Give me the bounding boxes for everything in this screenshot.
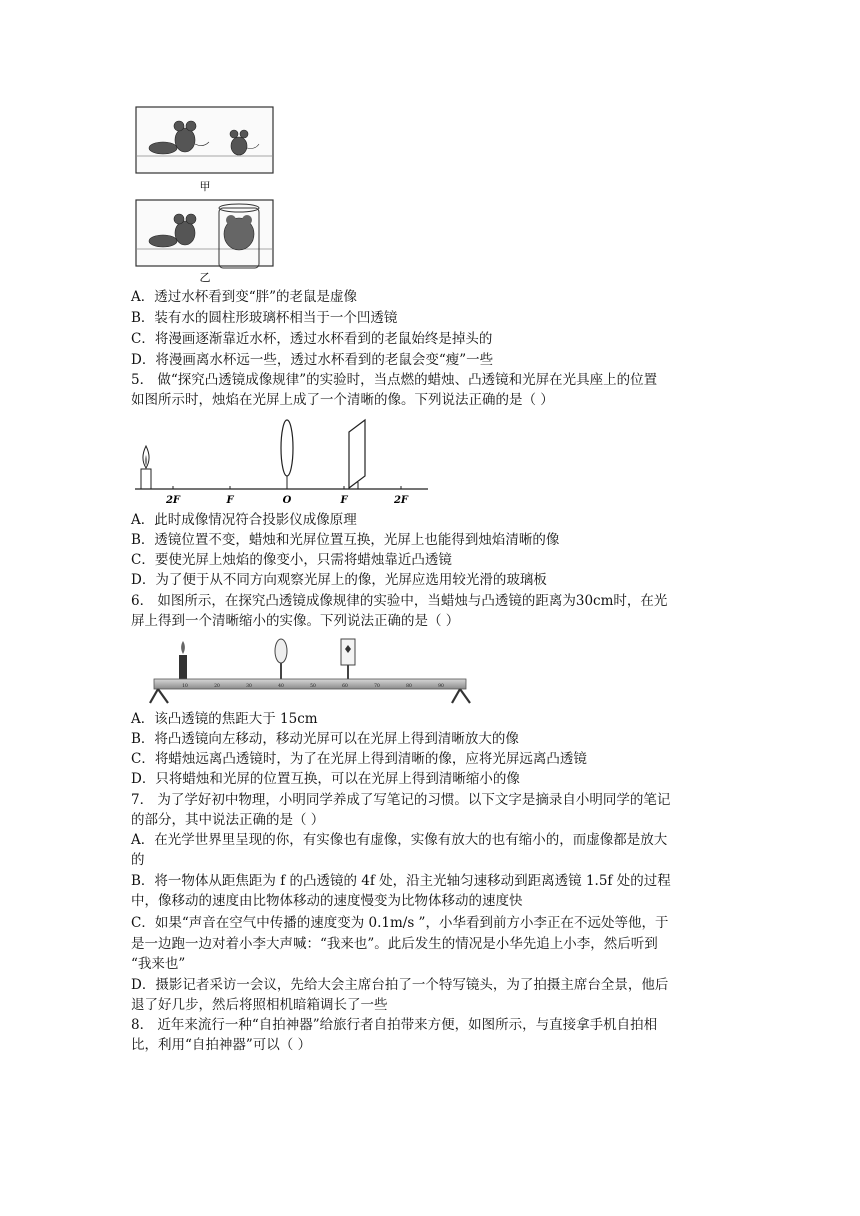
ruler-label-90: 90 xyxy=(438,684,444,689)
q7-option-a-line-2: 的 xyxy=(131,852,145,868)
ruler-label-10: 10 xyxy=(182,684,188,689)
q6-stem-line-1: 6． 如图所示，在探究凸透镜成像规律的实验中，当蜡烛与凸透镜的距离为30cm时，在光 xyxy=(131,593,668,609)
q4-option-d: D．将漫画离水杯远一些，透过水杯看到的老鼠会变“瘦”一些 xyxy=(131,352,494,368)
ruler-label-30: 30 xyxy=(246,684,252,689)
q8-stem-line-1: 8． 近年来流行一种“自拍神器”给旅行者自拍带来方便，如图所示，与直接拿手机自拍相 xyxy=(131,1017,658,1033)
ruler-label-40: 40 xyxy=(278,684,284,689)
q4-option-b: B．装有水的圆柱形玻璃杯相当于一个凹透镜 xyxy=(131,310,398,326)
ruler-label-70: 70 xyxy=(374,684,380,689)
figure-label-yi: 乙 xyxy=(199,271,211,284)
q7-option-d-line-1: D．摄影记者采访一会议，先给大会主席台拍了一个特写镜头，为了拍摄主席台全景，他后 xyxy=(131,977,669,993)
figure-label-jia: 甲 xyxy=(199,180,211,193)
q6-option-b: B．将凸透镜向左移动，移动光屏可以在光屏上得到清晰放大的像 xyxy=(131,731,519,747)
q8-stem-line-2: 比，利用“自拍神器”可以（ ） xyxy=(131,1037,312,1053)
convex-lens-icon xyxy=(275,639,287,681)
q5-stem-line-2: 如图所示时，烛焰在光屏上成了一个清晰的像。下列说法正确的是（ ） xyxy=(131,392,554,408)
q7-stem-line-2: 的部分，其中说法正确的是（ ） xyxy=(131,812,325,828)
q4-option-a: A．透过水杯看到变“胖”的老鼠是虚像 xyxy=(131,289,358,305)
light-screen-icon xyxy=(349,420,365,489)
q7-option-c-line-1: C．如果“声音在空气中传播的速度变为 0.1m/s ”，小华看到前方小李正在不远处等他，于 xyxy=(131,915,669,931)
q7-stem-line-1: 7． 为了学好初中物理，小明同学养成了写笔记的习惯。以下文字是摘录自小明同学的笔记 xyxy=(131,792,671,808)
mouse-comic-figure xyxy=(133,104,278,284)
q7-option-d-line-2: 退了好几步，然后将照相机暗箱调长了一些 xyxy=(131,997,388,1013)
candle-icon xyxy=(141,446,151,489)
ruler-label-50: 50 xyxy=(310,684,316,689)
q5-option-b: B．透镜位置不变，蜡烛和光屏位置互换，光屏上也能得到烛焰清晰的像 xyxy=(131,532,560,548)
q5-option-c: C．要使光屏上烛焰的像变小，只需将蜡烛靠近凸透镜 xyxy=(131,552,452,568)
ruler-label-60: 60 xyxy=(342,684,348,689)
ruler-label-20: 20 xyxy=(214,684,220,689)
q7-option-c-line-3: “我来也” xyxy=(131,956,186,972)
q7-option-b-line-2: 中，像移动的速度由比物体移动的速度慢变为比物体移动的速度快 xyxy=(131,893,523,909)
bench-label-2f-right: 2F xyxy=(393,495,409,506)
q7-option-b-line-1: B．将一物体从距焦距为 f 的凸透镜的 4f 处，沿主光轴匀速移动到距离透镜 1.5f 处的过程 xyxy=(131,873,671,889)
q4-option-c: C．将漫画逐渐靠近水杯，透过水杯看到的老鼠始终是掉头的 xyxy=(131,331,493,347)
optical-bench-figure xyxy=(133,414,433,509)
q6-option-c: C．将蜡烛远离凸透镜时，为了在光屏上得到清晰的像，应将光屏远离凸透镜 xyxy=(131,751,587,767)
q5-option-a: A．此时成像情况符合投影仪成像原理 xyxy=(131,512,357,528)
light-screen-icon xyxy=(341,639,355,681)
bench-label-f-right: F xyxy=(340,495,348,506)
q7-option-a-line-1: A．在光学世界里呈现的你，有实像也有虚像，实像有放大的也有缩小的，而虚像都是放大 xyxy=(131,832,668,848)
q6-option-d: D．只将蜡烛和光屏的位置互换，可以在光屏上得到清晰缩小的像 xyxy=(131,771,520,787)
ruler-bench-figure xyxy=(148,635,473,705)
bench-label-o: O xyxy=(282,495,292,506)
q6-stem-line-2: 屏上得到一个清晰缩小的实像。下列说法正确的是（ ） xyxy=(131,613,460,629)
candle-icon xyxy=(179,641,187,681)
ruler-label-80: 80 xyxy=(406,684,412,689)
q7-option-c-line-2: 是一边跑一边对着小李大声喊：“我来也”。此后发生的情况是小华先追上小李，然后听到 xyxy=(131,936,658,952)
q5-option-d: D．为了便于从不同方向观察光屏上的像，光屏应选用较光滑的玻璃板 xyxy=(131,572,547,588)
convex-lens-icon xyxy=(281,420,293,476)
q6-option-a: A．该凸透镜的焦距大于 15cm xyxy=(131,711,318,727)
bench-label-f-left: F xyxy=(226,495,234,506)
q5-stem-line-1: 5． 做“探究凸透镜成像规律”的实验时，当点燃的蜡烛、凸透镜和光屏在光具座上的位置 xyxy=(131,372,658,388)
bench-label-2f-left: 2F xyxy=(165,495,181,506)
